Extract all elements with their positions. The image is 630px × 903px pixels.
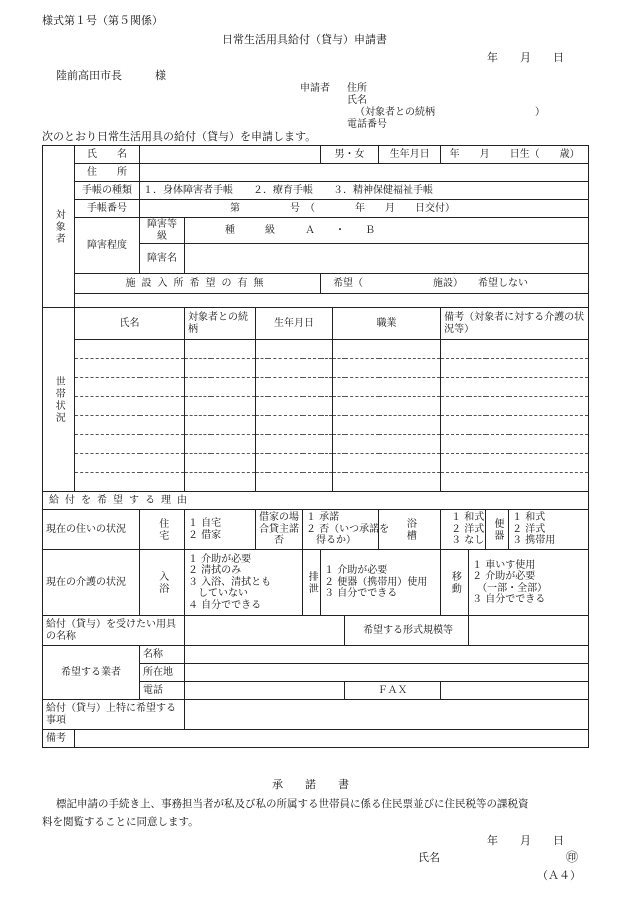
household-header-job: 職業 [333,308,441,340]
excretion-options[interactable]: １ 介助が必要 ２ 便器（携帯用）使用 ３ 自分でできる [321,550,441,616]
handbook-number-label: 手帳番号 [75,200,140,218]
vendor-phone-field[interactable] [185,682,345,700]
household-header-relation: 対象者との続柄 [185,308,256,340]
household-cell[interactable] [185,435,256,454]
applicant-address-label: 住所 [347,83,367,94]
applicant-name-label: 氏名 [347,95,367,106]
bathing-label: 入浴 [140,550,185,616]
household-cell[interactable] [256,435,333,454]
bathtub-label: 浴槽 [379,510,441,550]
household-cell[interactable] [75,435,185,454]
application-date: 年 月 日 [487,51,564,64]
rental-consent-options[interactable]: １ 承諾 ２ 否（いつ承諾を 得るか） [303,510,379,550]
seal-mark: ㊞ [566,850,579,864]
household-cell[interactable] [185,378,256,397]
bathtub-options[interactable]: １ 和式 ２ 洋式 ３ なし [441,510,486,550]
disability-name-field[interactable] [185,244,589,274]
subject-name-label: 氏 名 [75,146,140,164]
special-requests-label: 給付（貸与）上特に希望する事項 [43,700,185,730]
household-cell[interactable] [333,397,441,416]
consent-text-line1: 標記申請の手続き上、事務担当者が私及び私の所属する世帯員に係る住民票並びに住民税等の課税資 [56,798,529,810]
vendor-location-field[interactable] [185,664,589,682]
household-cell[interactable] [441,454,589,473]
vendor-location-label: 所在地 [140,664,185,682]
facility-wish-options[interactable]: 希望（ 施設） 希望しない [321,274,589,294]
household-cell[interactable] [75,454,185,473]
applicant-relation-label: （対象者との続柄 ） [355,107,545,118]
household-cell[interactable] [441,340,589,359]
household-header-remarks: 備考（対象者に対する介護の状況等） [441,308,589,340]
spacer-row [75,294,589,308]
remarks-field[interactable] [75,730,589,748]
household-cell[interactable] [75,397,185,416]
disability-grade-field[interactable]: 種 級 Ａ ・ Ｂ [185,218,589,244]
household-cell[interactable] [256,397,333,416]
consent-name-label: 氏名 [418,851,440,864]
spec-field[interactable] [469,616,589,646]
housing-label: 現在の住いの状況 [43,510,140,550]
consent-text-line2: 料を閲覧することに同意します。 [42,816,199,828]
birth-date-field[interactable]: 年 月 日生（ 歳） [441,146,589,164]
household-cell[interactable] [441,473,589,492]
applicant-phone-label: 電話番号 [347,119,387,130]
addressee: 陸前高田市長 様 [56,69,166,82]
disability-name-label: 障害名 [140,244,185,274]
sex-options[interactable]: 男・女 [321,146,379,164]
household-cell[interactable] [185,359,256,378]
vendor-fax-field[interactable] [441,682,589,700]
subject-address-label: 住 所 [75,164,140,182]
application-form-table [42,145,589,748]
household-cell[interactable] [441,416,589,435]
reason-label: 給付を希望する理由 [43,492,589,510]
handbook-type-options[interactable]: １．身体障害者手帳 ２．療育手帳 ３．精神保健福祉手帳 [140,182,589,200]
household-cell[interactable] [256,378,333,397]
paper-size-label: （Ａ４） [537,869,581,882]
form-title: 日常生活用具給付（貸与）申請書 [222,33,387,46]
house-label: 住宅 [140,510,185,550]
household-cell[interactable] [75,473,185,492]
household-header-birth: 生年月日 [256,308,333,340]
household-cell[interactable] [333,416,441,435]
mobility-label: 移動 [441,550,469,616]
household-cell[interactable] [75,416,185,435]
spec-label: 希望する形式規模等 [345,616,469,646]
toilet-options[interactable]: １ 和式 ２ 洋式 ３ 携帯用 [509,510,589,550]
household-cell[interactable] [333,435,441,454]
household-cell[interactable] [256,359,333,378]
toilet-label: 便器 [486,510,509,550]
household-header-name: 氏名 [75,308,185,340]
facility-wish-label: 施設入所希望の有無 [75,274,321,294]
subject-side-label: 対象者 [43,146,75,308]
disability-grade-label: 障害等級 [140,218,185,244]
subject-name-field[interactable] [140,146,321,164]
household-cell[interactable] [441,397,589,416]
household-cell[interactable] [256,416,333,435]
household-cell[interactable] [75,378,185,397]
household-cell[interactable] [185,454,256,473]
special-requests-field[interactable] [185,700,589,730]
subject-address-field[interactable] [140,164,589,182]
care-label: 現在の介護の状況 [43,550,140,616]
bathing-options[interactable]: １ 介助が必要 ２ 清拭のみ ３ 入浴、清拭とも していない ４ 自分でできる [185,550,303,616]
household-cell[interactable] [333,454,441,473]
household-cell[interactable] [256,454,333,473]
disability-level-label: 障害程度 [75,218,140,274]
household-cell[interactable] [75,359,185,378]
vendor-phone-label: 電話 [140,682,185,700]
household-cell[interactable] [185,416,256,435]
consent-date: 年 月 日 [487,834,564,847]
household-cell[interactable] [185,340,256,359]
intro-text: 次のとおり日常生活用具の給付（貸与）を申請します。 [42,130,317,143]
vendor-label: 希望する業者 [43,646,140,700]
household-cell[interactable] [333,340,441,359]
household-cell[interactable] [441,378,589,397]
consent-title: 承 諾 書 [272,778,349,791]
household-cell[interactable] [441,435,589,454]
equipment-label: 給付（貸与）を受けたい用具の名称 [43,616,185,646]
birth-date-label: 生年月日 [379,146,441,164]
household-cell[interactable] [333,359,441,378]
applicant-label: 申請者 [300,83,330,94]
vendor-fax-label: ＦＡＸ [345,682,441,700]
household-cell[interactable] [441,359,589,378]
form-number: 様式第１号（第５関係） [42,14,163,27]
household-cell[interactable] [185,397,256,416]
household-cell[interactable] [185,473,256,492]
excretion-label: 排泄 [303,550,321,616]
household-cell[interactable] [75,340,185,359]
handbook-type-label: 手帳の種類 [75,182,140,200]
handbook-number-field[interactable]: 第 号 （ 年 月 日交付） [140,200,589,218]
house-options[interactable]: １ 自宅 ２ 借家 [185,510,256,550]
household-cell[interactable] [256,340,333,359]
household-cell[interactable] [333,378,441,397]
mobility-options[interactable]: １ 車いす使用 ２ 介助が必要 （一部・全部） ３ 自分でできる [469,550,589,616]
remarks-label: 備考 [43,730,75,748]
vendor-name-label: 名称 [140,646,185,664]
rental-consent-label: 借家の場合貸主諾否 [256,510,303,550]
equipment-field[interactable] [185,616,345,646]
household-side-label: 世帯状況 [43,308,75,492]
household-cell[interactable] [333,473,441,492]
household-cell[interactable] [256,473,333,492]
vendor-name-field[interactable] [185,646,589,664]
